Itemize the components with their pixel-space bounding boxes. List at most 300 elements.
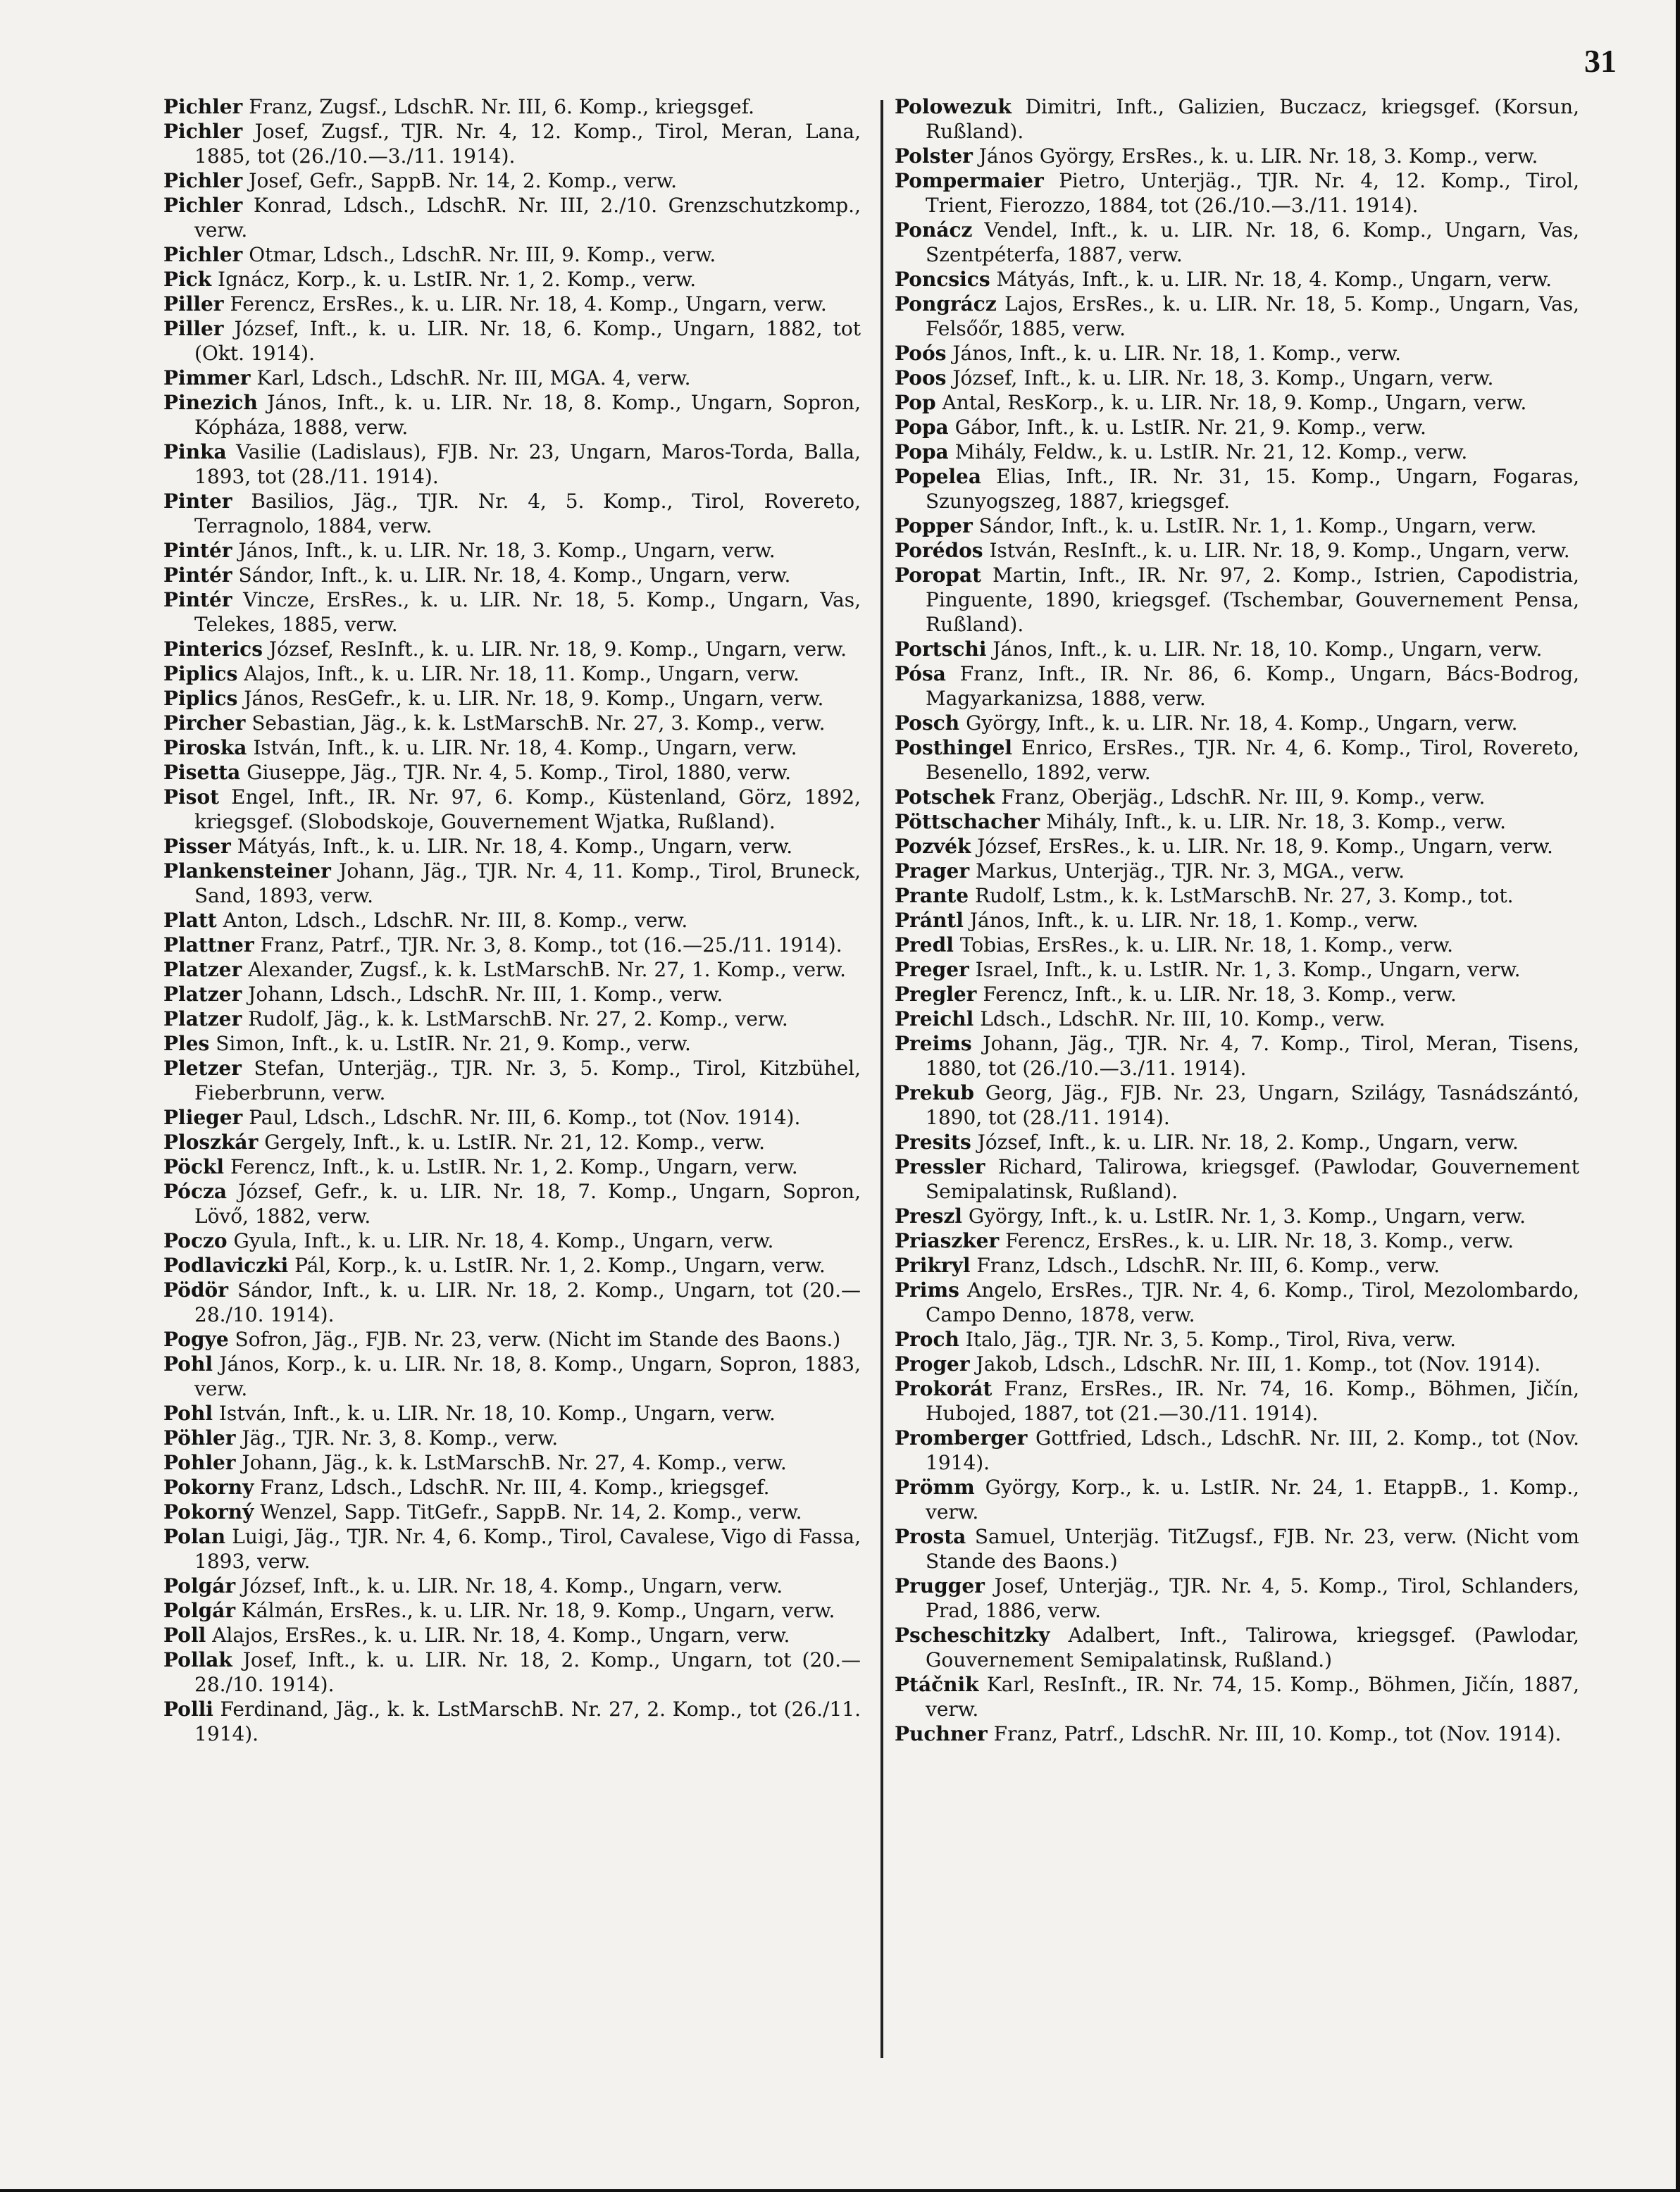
- entry-details: János, ResGefr., k. u. LIR. Nr. 18, 9. Komp., Ungarn, verw.: [244, 687, 824, 710]
- roster-entry: [163, 1278, 861, 1327]
- entry-details: Ferencz, Inft., k. u. LIR. Nr. 18, 3. Komp., verw.: [983, 983, 1457, 1006]
- entry-surname: Pongrácz: [895, 292, 997, 316]
- entry-surname: Polster: [895, 144, 973, 168]
- entry-details: János, Inft., k. u. LIR. Nr. 18, 10. Komp., Ungarn, verw.: [993, 637, 1543, 661]
- entry-surname: Pintér: [163, 539, 232, 562]
- entry-details: Sándor, Inft., k. u. LIR. Nr. 18, 2. Komp., Ungarn, tot (20.—28./10. 1914).: [194, 1278, 861, 1326]
- entry-details: Alajos, Inft., k. u. LIR. Nr. 18, 11. Komp., Ungarn, verw.: [244, 662, 799, 685]
- roster-entry: [895, 1574, 1579, 1623]
- roster-entry: [895, 1524, 1579, 1574]
- entry-surname: Polowezuk: [895, 95, 1012, 118]
- entry-details: István, Inft., k. u. LIR. Nr. 18, 10. Komp., Ungarn, verw.: [218, 1402, 776, 1425]
- entry-details: József, Gefr., k. u. LIR. Nr. 18, 7. Komp., Ungarn, Sopron, Lövő, 1882, verw.: [194, 1180, 861, 1228]
- entry-surname: Platzer: [163, 958, 242, 981]
- roster-entry: [163, 1056, 861, 1105]
- entry-surname: Ptáčnik: [895, 1673, 979, 1696]
- entry-surname: Piller: [163, 292, 224, 316]
- entry-surname: Priaszker: [895, 1229, 1000, 1252]
- entry-details: János, Inft., k. u. LIR. Nr. 18, 3. Komp., Ungarn, verw.: [238, 539, 776, 562]
- roster-entry: [163, 1574, 861, 1598]
- roster-entry: [163, 834, 861, 859]
- entry-surname: Pósa: [895, 662, 946, 685]
- roster-entry: [895, 1426, 1579, 1475]
- roster-entry: [163, 1450, 861, 1475]
- entry-surname: Pöckl: [163, 1155, 225, 1178]
- entry-details: István, Inft., k. u. LIR. Nr. 18, 4. Komp., Ungarn, verw.: [253, 736, 797, 759]
- entry-surname: Pokorný: [163, 1500, 254, 1524]
- entry-details: Gergely, Inft., k. u. LstIR. Nr. 21, 12. Komp., verw.: [264, 1131, 766, 1154]
- entry-surname: Pohl: [163, 1402, 213, 1425]
- entry-surname: Pletzer: [163, 1057, 242, 1080]
- entry-surname: Preims: [895, 1032, 972, 1055]
- roster-entry: [895, 94, 1579, 144]
- roster-entry: [163, 193, 861, 242]
- roster-entry: [163, 661, 861, 686]
- roster-entry: [895, 1352, 1579, 1376]
- roster-entry: [163, 859, 861, 908]
- entry-details: Karl, Ldsch., LdschR. Nr. III, MGA. 4, verw.: [256, 366, 691, 390]
- roster-entry: [163, 489, 861, 538]
- entry-surname: Pintér: [163, 588, 232, 611]
- entry-details: Giuseppe, Jäg., TJR. Nr. 4, 5. Komp., Tirol, 1880, verw.: [247, 761, 792, 784]
- roster-entry: [163, 390, 861, 440]
- entry-details: Stefan, Unterjäg., TJR. Nr. 3, 5. Komp., Tirol, Kitzbühel, Fieberbrunn, verw.: [194, 1057, 861, 1104]
- entry-surname: Prosta: [895, 1525, 966, 1548]
- entry-details: Luigi, Jäg., TJR. Nr. 4, 6. Komp., Tirol, Cavalese, Vigo di Fassa, 1893, verw.: [194, 1525, 861, 1573]
- entry-details: Pietro, Unterjäg., TJR. Nr. 4, 12. Komp., Tirol, Trient, Fierozzo, 1884, tot (26./10.—3./11. 1914).: [926, 169, 1579, 217]
- entry-details: Rudolf, Jäg., k. k. LstMarschB. Nr. 27, 2. Komp., verw.: [248, 1007, 788, 1030]
- entry-surname: Pokorny: [163, 1476, 254, 1499]
- entry-surname: Pimmer: [163, 366, 251, 390]
- roster-entry: [895, 1154, 1579, 1204]
- roster-entry: [895, 292, 1579, 341]
- roster-entry: [163, 686, 861, 711]
- entry-details: József, ResInft., k. u. LIR. Nr. 18, 9. Komp., Ungarn, verw.: [268, 637, 847, 661]
- entry-details: István, ResInft., k. u. LIR. Nr. 18, 9. Komp., Ungarn, verw.: [989, 539, 1570, 562]
- entry-details: Mihály, Inft., k. u. LIR. Nr. 18, 3. Komp., verw.: [1046, 810, 1506, 833]
- entry-surname: Porédos: [895, 539, 983, 562]
- entry-details: Tobias, ErsRes., k. u. LIR. Nr. 18, 1. Komp., verw.: [959, 933, 1454, 957]
- entry-details: Johann, Ldsch., LdschR. Nr. III, 1. Komp., verw.: [248, 983, 723, 1006]
- column-divider: [881, 100, 883, 2058]
- entry-surname: Polgár: [163, 1599, 236, 1622]
- entry-surname: Platzer: [163, 983, 242, 1006]
- roster-entry: [163, 1524, 861, 1574]
- entry-surname: Piller: [163, 317, 224, 340]
- entry-details: Vendel, Inft., k. u. LIR. Nr. 18, 6. Komp., Ungarn, Vas, Szentpéterfa, 1887, verw.: [926, 218, 1579, 266]
- entry-details: Mátyás, Inft., k. u. LIR. Nr. 18, 4. Komp., Ungarn, verw.: [237, 835, 793, 858]
- entry-surname: Prántl: [895, 909, 964, 932]
- roster-entry: [163, 1623, 861, 1648]
- entry-surname: Polan: [163, 1525, 226, 1548]
- entry-surname: Pöhler: [163, 1426, 236, 1450]
- entry-details: Gábor, Inft., k. u. LstIR. Nr. 21, 9. Komp., verw.: [954, 416, 1426, 439]
- roster-entry: [895, 1228, 1579, 1253]
- roster-entry: [163, 119, 861, 168]
- entry-surname: Ploszkár: [163, 1131, 259, 1154]
- entry-details: Ldsch., LdschR. Nr. III, 10. Komp., verw.: [980, 1007, 1386, 1030]
- entry-details: Franz, Ldsch., LdschR. Nr. III, 4. Komp., kriegsgef.: [260, 1476, 770, 1499]
- entry-surname: Platt: [163, 909, 217, 932]
- roster-entry: [895, 1031, 1579, 1081]
- roster-entry: [895, 1623, 1579, 1672]
- entry-details: Rudolf, Lstm., k. k. LstMarschB. Nr. 27, 3. Komp., tot.: [974, 884, 1514, 907]
- roster-entry: [895, 390, 1579, 415]
- roster-entry: [163, 711, 861, 735]
- right-column: [895, 94, 1579, 1746]
- entry-surname: Poós: [895, 342, 947, 365]
- entry-details: Franz, ErsRes., IR. Nr. 74, 16. Komp., Böhmen, Jičín, Hubojed, 1887, tot (21.—30./11. 1914).: [926, 1377, 1580, 1425]
- entry-details: Josef, Unterjäg., TJR. Nr. 4, 5. Komp., Tirol, Schlanders, Prad, 1886, verw.: [926, 1574, 1580, 1622]
- roster-entry: [895, 1130, 1579, 1154]
- entry-details: Karl, ResInft., IR. Nr. 74, 15. Komp., Böhmen, Jičín, 1887, verw.: [926, 1673, 1579, 1721]
- entry-details: Konrad, Ldsch., LdschR. Nr. III, 2./10. Grenzschutzkomp., verw.: [194, 194, 861, 242]
- roster-entry: [163, 785, 861, 834]
- entry-surname: Popa: [895, 440, 949, 463]
- entry-surname: Poczo: [163, 1229, 228, 1252]
- entry-surname: Pisetta: [163, 761, 241, 784]
- entry-details: Vincze, ErsRes., k. u. LIR. Nr. 18, 5. Komp., Ungarn, Vas, Telekes, 1885, verw.: [194, 588, 861, 636]
- roster-entry: [163, 94, 861, 119]
- entry-surname: Podlaviczki: [163, 1254, 289, 1277]
- entry-details: János, Inft., k. u. LIR. Nr. 18, 1. Komp., verw.: [952, 342, 1402, 365]
- entry-details: Sebastian, Jäg., k. k. LstMarschB. Nr. 27, 3. Komp., verw.: [251, 711, 826, 735]
- roster-entry: [163, 982, 861, 1007]
- entry-surname: Pichler: [163, 194, 243, 217]
- entry-surname: Pinezich: [163, 391, 258, 414]
- entry-details: József, Inft., k. u. LIR. Nr. 18, 4. Komp., Ungarn, verw.: [242, 1574, 783, 1598]
- entry-details: Franz, Patrf., LdschR. Nr. III, 10. Komp., tot (Nov. 1914).: [993, 1722, 1562, 1745]
- entry-surname: Pregler: [895, 983, 977, 1006]
- entry-surname: Plieger: [163, 1106, 243, 1129]
- entry-surname: Promberger: [895, 1426, 1028, 1450]
- entry-surname: Poos: [895, 366, 947, 390]
- entry-details: György, Inft., k. u. LstIR. Nr. 1, 3. Komp., Ungarn, verw.: [968, 1204, 1526, 1228]
- entry-surname: Pompermaier: [895, 169, 1044, 192]
- entry-details: Jäg., TJR. Nr. 3, 8. Komp., verw.: [242, 1426, 559, 1450]
- entry-surname: Pichler: [163, 120, 243, 143]
- entry-details: Mihály, Feldw., k. u. LstIR. Nr. 21, 12. Komp., verw.: [954, 440, 1468, 463]
- roster-entry: [895, 1376, 1579, 1426]
- entry-surname: Pödör: [163, 1278, 228, 1302]
- entry-details: Ferdinand, Jäg., k. k. LstMarschB. Nr. 27, 2. Komp., tot (26./11. 1914).: [194, 1698, 861, 1745]
- roster-entry: [895, 637, 1579, 661]
- entry-details: Alajos, ErsRes., k. u. LIR. Nr. 18, 4. Komp., Ungarn, verw.: [212, 1624, 790, 1647]
- entry-details: Gyula, Inft., k. u. LIR. Nr. 18, 4. Komp., Ungarn, verw.: [233, 1229, 774, 1252]
- roster-entry: [895, 1081, 1579, 1130]
- roster-entry: [895, 218, 1579, 267]
- entry-details: Franz, Patrf., TJR. Nr. 3, 8. Komp., tot (16.—25./11. 1914).: [260, 933, 842, 957]
- entry-details: Enrico, ErsRes., TJR. Nr. 4, 6. Komp., Tirol, Rovereto, Besenello, 1892, verw.: [926, 736, 1580, 784]
- roster-entry: [163, 1007, 861, 1031]
- entry-details: Mátyás, Inft., k. u. LIR. Nr. 18, 4. Komp., Ungarn, verw.: [996, 268, 1552, 291]
- roster-entry: [163, 242, 861, 267]
- entry-surname: Puchner: [895, 1722, 988, 1745]
- entry-details: Samuel, Unterjäg. TitZugsf., FJB. Nr. 23, verw. (Nicht vom Stande des Baons.): [926, 1525, 1580, 1573]
- roster-entry: [895, 1475, 1579, 1524]
- roster-entry: [163, 1130, 861, 1154]
- entry-surname: Preger: [895, 958, 969, 981]
- roster-entry: [895, 883, 1579, 908]
- entry-details: Sándor, Inft., k. u. LIR. Nr. 18, 4. Komp., Ungarn, verw.: [238, 563, 791, 587]
- roster-entry: [163, 1154, 861, 1179]
- roster-entry: [163, 587, 861, 637]
- entry-details: Josef, Zugsf., TJR. Nr. 4, 12. Komp., Tirol, Meran, Lana, 1885, tot (26./10.—3./11. 1914).: [194, 120, 861, 168]
- entry-surname: Pscheschitzky: [895, 1624, 1050, 1647]
- roster-entry: [895, 908, 1579, 933]
- entry-surname: Poll: [163, 1624, 206, 1647]
- entry-surname: Prokorát: [895, 1377, 993, 1400]
- entry-surname: Prante: [895, 884, 969, 907]
- entry-surname: Piplics: [163, 662, 238, 685]
- entry-surname: Pintér: [163, 563, 232, 587]
- entry-surname: Prömm: [895, 1476, 975, 1499]
- entry-surname: Preszl: [895, 1204, 962, 1228]
- roster-entry: [895, 859, 1579, 883]
- entry-details: Markus, Unterjäg., TJR. Nr. 3, MGA., verw.: [976, 859, 1405, 883]
- roster-entry: [895, 168, 1579, 218]
- entry-details: György, Korp., k. u. LstIR. Nr. 24, 1. EtappB., 1. Komp., verw.: [926, 1476, 1580, 1524]
- roster-entry: [163, 538, 861, 563]
- entry-details: Martin, Inft., IR. Nr. 97, 2. Komp., Istrien, Capodistria, Pinguente, 1890, kriegsgef. (Tschembar, Gouvernement Pensa, Rußland).: [926, 563, 1579, 636]
- entry-surname: Pircher: [163, 711, 246, 735]
- roster-entry: [895, 563, 1579, 637]
- roster-entry: [895, 785, 1579, 809]
- roster-entry: [163, 366, 861, 390]
- roster-entry: [163, 1327, 861, 1352]
- roster-entry: [895, 1721, 1579, 1746]
- entry-details: Paul, Ldsch., LdschR. Nr. III, 6. Komp., tot (Nov. 1914).: [249, 1106, 801, 1129]
- entry-surname: Platzer: [163, 1007, 242, 1030]
- entry-surname: Prims: [895, 1278, 959, 1302]
- entry-surname: Prekub: [895, 1081, 974, 1104]
- entry-surname: Ponácz: [895, 218, 973, 242]
- entry-details: Johann, Jäg., TJR. Nr. 4, 7. Komp., Tirol, Meran, Tisens, 1880, tot (26./10.—3./11. 1914).: [926, 1032, 1579, 1080]
- entry-surname: Pogye: [163, 1328, 229, 1351]
- roster-entry: [163, 1426, 861, 1450]
- roster-entry: [895, 341, 1579, 366]
- entry-surname: Presits: [895, 1131, 971, 1154]
- roster-entry: [163, 637, 861, 661]
- page-number: 31: [1584, 43, 1617, 79]
- roster-entry: [895, 440, 1579, 464]
- entry-surname: Piroska: [163, 736, 247, 759]
- roster-entry: [895, 1007, 1579, 1031]
- roster-entry: [163, 440, 861, 489]
- entry-details: József, Inft., k. u. LIR. Nr. 18, 6. Komp., Ungarn, 1882, tot (Okt. 1914).: [194, 317, 861, 365]
- entry-details: Italo, Jäg., TJR. Nr. 3, 5. Komp., Tirol, Riva, verw.: [965, 1328, 1457, 1351]
- entry-surname: Pollak: [163, 1648, 232, 1671]
- entry-details: Franz, Inft., IR. Nr. 86, 6. Komp., Ungarn, Bács-Bodrog, Magyarkanizsa, 1888, verw.: [926, 662, 1579, 710]
- entry-surname: Popelea: [895, 465, 981, 488]
- entry-surname: Polli: [163, 1698, 213, 1721]
- entry-details: Sándor, Inft., k. u. LstIR. Nr. 1, 1. Komp., Ungarn, verw.: [978, 514, 1537, 537]
- entry-details: Simon, Inft., k. u. LstIR. Nr. 21, 9. Komp., verw.: [216, 1032, 691, 1055]
- roster-entry: [895, 1204, 1579, 1228]
- roster-entry: [163, 1352, 861, 1401]
- entry-surname: Prikryl: [895, 1254, 971, 1277]
- entry-details: József, Inft., k. u. LIR. Nr. 18, 3. Komp., Ungarn, verw.: [952, 366, 1494, 390]
- entry-details: Josef, Inft., k. u. LIR. Nr. 18, 2. Komp., Ungarn, tot (20.—28./10. 1914).: [194, 1648, 861, 1696]
- roster-entry: [163, 1253, 861, 1278]
- roster-entry: [895, 464, 1579, 513]
- entry-surname: Popa: [895, 416, 949, 439]
- entry-surname: Prugger: [895, 1574, 985, 1598]
- roster-entry: [163, 292, 861, 316]
- entry-details: Ferencz, ErsRes., k. u. LIR. Nr. 18, 4. Komp., Ungarn, verw.: [230, 292, 827, 316]
- roster-entry: [895, 415, 1579, 440]
- entry-details: Gottfried, Ldsch., LdschR. Nr. III, 2. Komp., tot (Nov. 1914).: [926, 1426, 1580, 1474]
- entry-details: Ferencz, Inft., k. u. LstIR. Nr. 1, 2. Komp., Ungarn, verw.: [230, 1155, 798, 1178]
- entry-details: Israel, Inft., k. u. LstIR. Nr. 1, 3. Komp., Ungarn, verw.: [975, 958, 1521, 981]
- roster-entry: [163, 168, 861, 193]
- entry-surname: Pichler: [163, 169, 243, 192]
- entry-surname: Plankensteiner: [163, 859, 331, 883]
- entry-details: Ignácz, Korp., k. u. LstIR. Nr. 1, 2. Komp., verw.: [218, 268, 697, 291]
- roster-entry: [163, 908, 861, 933]
- entry-details: Richard, Talirowa, kriegsgef. (Pawlodar, Gouvernement Semipalatinsk, Rußland).: [926, 1155, 1579, 1203]
- roster-entry: [163, 933, 861, 957]
- roster-entry: [895, 982, 1579, 1007]
- entry-surname: Pichler: [163, 95, 243, 118]
- roster-entry: [895, 1672, 1579, 1721]
- entry-details: Elias, Inft., IR. Nr. 31, 15. Komp., Ungarn, Fogaras, Szunyogszeg, 1887, kriegsgef.: [926, 465, 1579, 513]
- entry-surname: Pinka: [163, 440, 227, 463]
- roster-entry: [895, 933, 1579, 957]
- roster-entry: [895, 267, 1579, 292]
- roster-entry: [895, 513, 1579, 538]
- entry-surname: Pick: [163, 268, 212, 291]
- roster-entry: [895, 711, 1579, 735]
- entry-details: Josef, Gefr., SappB. Nr. 14, 2. Komp., verw.: [249, 169, 677, 192]
- entry-details: Johann, Jäg., k. k. LstMarschB. Nr. 27, 4. Komp., verw.: [242, 1451, 787, 1474]
- entry-details: György, Inft., k. u. LIR. Nr. 18, 4. Komp., Ungarn, verw.: [966, 711, 1518, 735]
- roster-entry: [163, 735, 861, 760]
- entry-details: Sofron, Jäg., FJB. Nr. 23, verw. (Nicht im Stande des Baons.): [235, 1328, 841, 1351]
- entry-surname: Predl: [895, 933, 954, 957]
- entry-surname: Poropat: [895, 563, 982, 587]
- entry-details: József, Inft., k. u. LIR. Nr. 18, 2. Komp., Ungarn, verw.: [977, 1131, 1519, 1154]
- roster-entry: [895, 1278, 1579, 1327]
- entry-surname: Ples: [163, 1032, 210, 1055]
- entry-details: Georg, Jäg., FJB. Nr. 23, Ungarn, Szilágy, Tasnádszántó, 1890, tot (28./11. 1914).: [926, 1081, 1579, 1129]
- entry-details: Jakob, Ldsch., LdschR. Nr. III, 1. Komp., tot (Nov. 1914).: [976, 1352, 1541, 1376]
- entry-surname: Pressler: [895, 1155, 985, 1178]
- roster-entry: [163, 1500, 861, 1524]
- entry-surname: Pöttschacher: [895, 810, 1040, 833]
- entry-surname: Pohl: [163, 1352, 213, 1376]
- entry-surname: Plattner: [163, 933, 254, 957]
- entry-details: Pál, Korp., k. u. LstIR. Nr. 1, 2. Komp., Ungarn, verw.: [294, 1254, 826, 1277]
- entry-details: János, Inft., k. u. LIR. Nr. 18, 1. Komp., verw.: [969, 909, 1419, 932]
- roster-entry: [895, 809, 1579, 834]
- entry-details: János, Korp., k. u. LIR. Nr. 18, 8. Komp., Ungarn, Sopron, 1883, verw.: [194, 1352, 861, 1400]
- entry-details: Franz, Ldsch., LdschR. Nr. III, 6. Komp., verw.: [976, 1254, 1441, 1277]
- roster-entry: [163, 1598, 861, 1623]
- entry-surname: Proger: [895, 1352, 970, 1376]
- entry-surname: Pisser: [163, 835, 231, 858]
- entry-details: Wenzel, Sapp. TitGefr., SappB. Nr. 14, 2. Komp., verw.: [260, 1500, 802, 1524]
- entry-details: Antal, ResKorp., k. u. LIR. Nr. 18, 9. Komp., Ungarn, verw.: [942, 391, 1527, 414]
- roster-entry: [895, 735, 1579, 785]
- roster-entry: [163, 267, 861, 292]
- entry-details: Otmar, Ldsch., LdschR. Nr. III, 9. Komp., verw.: [249, 243, 716, 266]
- entry-details: Dimitri, Inft., Galizien, Buczacz, kriegsgef. (Korsun, Rußland).: [926, 95, 1579, 143]
- roster-entry: [163, 563, 861, 587]
- entry-details: Adalbert, Inft., Talirowa, kriegsgef. (Pawlodar, Gouvernement Semipalatinsk, Rußland.): [926, 1624, 1580, 1671]
- roster-entry: [163, 1648, 861, 1697]
- roster-entry: [895, 1253, 1579, 1278]
- roster-entry: [163, 760, 861, 785]
- roster-entry: [163, 1401, 861, 1426]
- entry-details: Basilios, Jäg., TJR. Nr. 4, 5. Komp., Tirol, Rovereto, Terragnolo, 1884, verw.: [194, 490, 861, 537]
- roster-entry: [895, 538, 1579, 563]
- roster-entry: [895, 834, 1579, 859]
- entry-surname: Poncsics: [895, 268, 990, 291]
- roster-entry: [895, 1327, 1579, 1352]
- entry-surname: Piplics: [163, 687, 238, 710]
- entry-surname: Preichl: [895, 1007, 974, 1030]
- left-column: [163, 94, 861, 1746]
- entry-surname: Pozvék: [895, 835, 971, 858]
- entry-surname: Potschek: [895, 785, 995, 809]
- entry-details: Anton, Ldsch., LdschR. Nr. III, 8. Komp., verw.: [223, 909, 688, 932]
- entry-details: János, Inft., k. u. LIR. Nr. 18, 8. Komp., Ungarn, Sopron, Kópháza, 1888, verw.: [194, 391, 861, 439]
- entry-details: Kálmán, ErsRes., k. u. LIR. Nr. 18, 9. Komp., Ungarn, verw.: [242, 1599, 835, 1622]
- roster-entry: [895, 957, 1579, 982]
- entry-details: Ferencz, ErsRes., k. u. LIR. Nr. 18, 3. Komp., verw.: [1005, 1229, 1514, 1252]
- entry-details: Johann, Jäg., TJR. Nr. 4, 11. Komp., Tirol, Bruneck, Sand, 1893, verw.: [194, 859, 861, 907]
- entry-details: Angelo, ErsRes., TJR. Nr. 4, 6. Komp., Tirol, Mezolombardo, Campo Denno, 1878, verw.: [926, 1278, 1580, 1326]
- entry-surname: Pinterics: [163, 637, 263, 661]
- roster-entry: [163, 1475, 861, 1500]
- entry-surname: Posthingel: [895, 736, 1013, 759]
- page-edge-right: [1676, 0, 1680, 2192]
- roster-entry: [163, 1105, 861, 1130]
- roster-entry: [163, 1697, 861, 1746]
- roster-entry: [163, 1228, 861, 1253]
- roster-entry: [895, 661, 1579, 711]
- entry-details: Alexander, Zugsf., k. k. LstMarschB. Nr. 27, 1. Komp., verw.: [248, 958, 846, 981]
- entry-surname: Pohler: [163, 1451, 236, 1474]
- entry-surname: Posch: [895, 711, 960, 735]
- entry-surname: Prager: [895, 859, 970, 883]
- entry-details: Lajos, ErsRes., k. u. LIR. Nr. 18, 5. Komp., Ungarn, Vas, Felsőőr, 1885, verw.: [926, 292, 1579, 340]
- entry-surname: Pinter: [163, 490, 232, 513]
- entry-surname: Pócza: [163, 1180, 228, 1203]
- entry-details: Vasilie (Ladislaus), FJB. Nr. 23, Ungarn, Maros-Torda, Balla, 1893, tot (28./11. 1914).: [194, 440, 861, 488]
- roster-entry: [163, 1179, 861, 1228]
- entry-surname: Proch: [895, 1328, 959, 1351]
- page-edge-bottom: [0, 2189, 1680, 2192]
- roster-entry: [895, 366, 1579, 390]
- entry-surname: Portschi: [895, 637, 987, 661]
- entry-surname: Polgár: [163, 1574, 236, 1598]
- entry-details: Engel, Inft., IR. Nr. 97, 6. Komp., Küstenland, Görz, 1892, kriegsgef. (Slobodskoje, Gouvernement Wjatka, Rußland).: [194, 785, 861, 833]
- roster-entry: [163, 957, 861, 982]
- entry-surname: Pichler: [163, 243, 243, 266]
- roster-entry: [163, 1031, 861, 1056]
- roster-entry: [895, 144, 1579, 168]
- entry-details: Franz, Zugsf., LdschR. Nr. III, 6. Komp., kriegsgef.: [249, 95, 754, 118]
- entry-surname: Popper: [895, 514, 973, 537]
- entry-details: Franz, Oberjäg., LdschR. Nr. III, 9. Komp., verw.: [1001, 785, 1486, 809]
- entry-details: József, ErsRes., k. u. LIR. Nr. 18, 9. Komp., Ungarn, verw.: [977, 835, 1553, 858]
- roster-entry: [163, 316, 861, 366]
- entry-surname: Pop: [895, 391, 936, 414]
- entry-surname: Pisot: [163, 785, 220, 809]
- entry-details: János György, ErsRes., k. u. LIR. Nr. 18, 3. Komp., verw.: [978, 144, 1538, 168]
